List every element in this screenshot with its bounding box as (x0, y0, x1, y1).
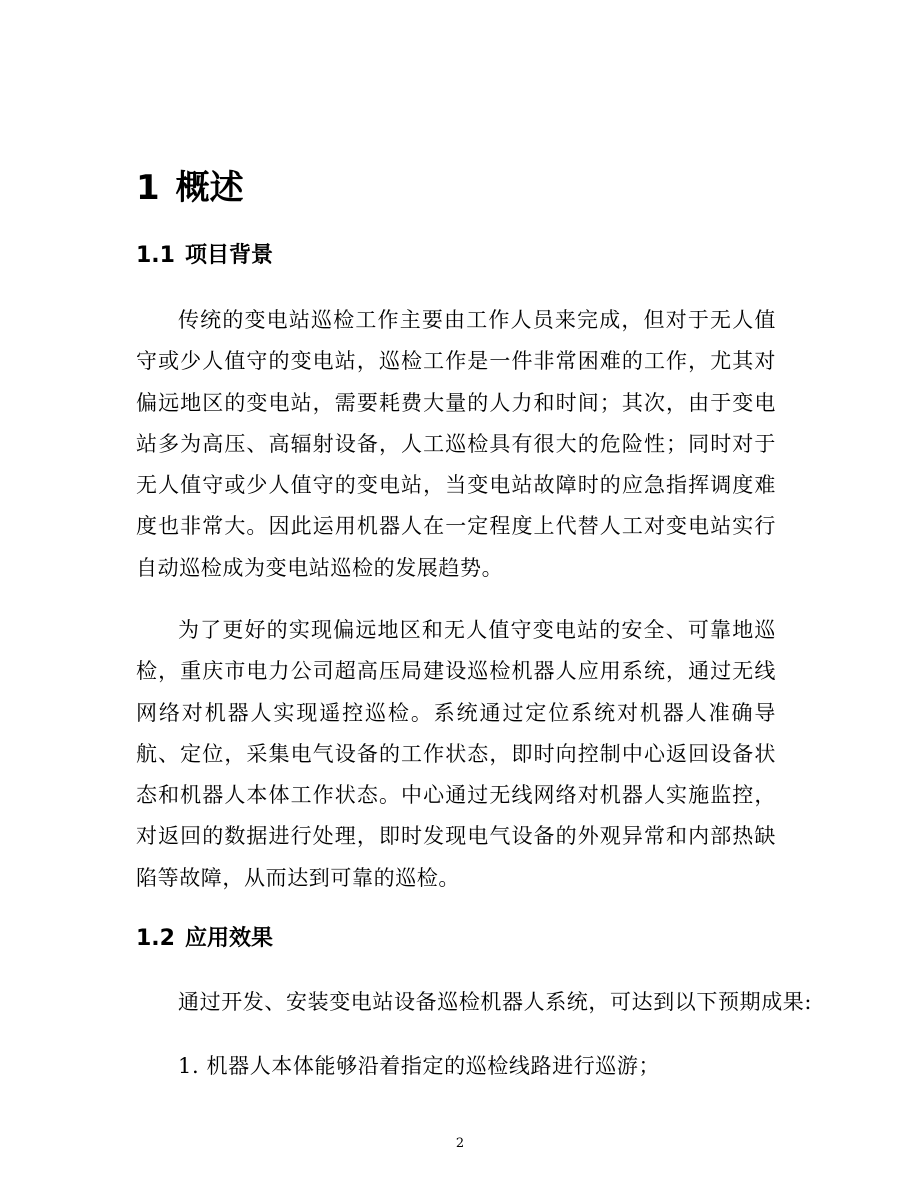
section-1-number: 1 (136, 168, 160, 208)
background-paragraph-2: 为了更好的实现偏远地区和无人值守变电站的安全、可靠地巡检，重庆市电力公司超高压局建设巡检机器人应用系统，通过无线网络对机器人实现遥控巡检。系统通过定位系统对机器人准确导航、定位，采集电气设备的工作状态，即时向控制中心返回设备状态和机器人本体工作状态。中心通过无线网络对机器人实施监控，对返回的数据进行处理，即时发现电气设备的外观异常和内部热缺陷等故障，从而达到可靠的巡检。 (136, 618, 776, 890)
background-paragraph-1: 传统的变电站巡检工作主要由工作人员来完成，但对于无人值守或少人值守的变电站，巡检工作是一件非常困难的工作，尤其对偏远地区的变电站，需要耗费大量的人力和时间；其次，由于变电站多为高压、高辐射设备，人工巡检具有很大的危险性；同时对于无人值守或少人值守的变电站，当变电站故障时的应急指挥调度难度也非常大。因此运用机器人在一定程度上代替人工对变电站实行自动巡检成为变电站巡检的发展趋势。 (136, 308, 776, 580)
effects-intro: 通过开发、安装变电站设备巡检机器人系统，可达到以下预期成果: (178, 990, 813, 1014)
section-1-2-number: 1.2 (136, 926, 175, 951)
section-1-2-title: 应用效果 (184, 926, 273, 951)
section-1-heading (136, 166, 244, 210)
section-1-1-heading (136, 241, 273, 271)
effects-list-item: 1. 机器人本体能够沿着指定的巡检线路进行巡游； (178, 1054, 661, 1078)
section-1-title: 概述 (175, 168, 244, 208)
section-1-2-heading (136, 924, 273, 954)
page-number: 2 (455, 1136, 465, 1151)
section-1-1-title: 项目背景 (184, 243, 273, 268)
section-1-1-number: 1.1 (136, 243, 175, 268)
